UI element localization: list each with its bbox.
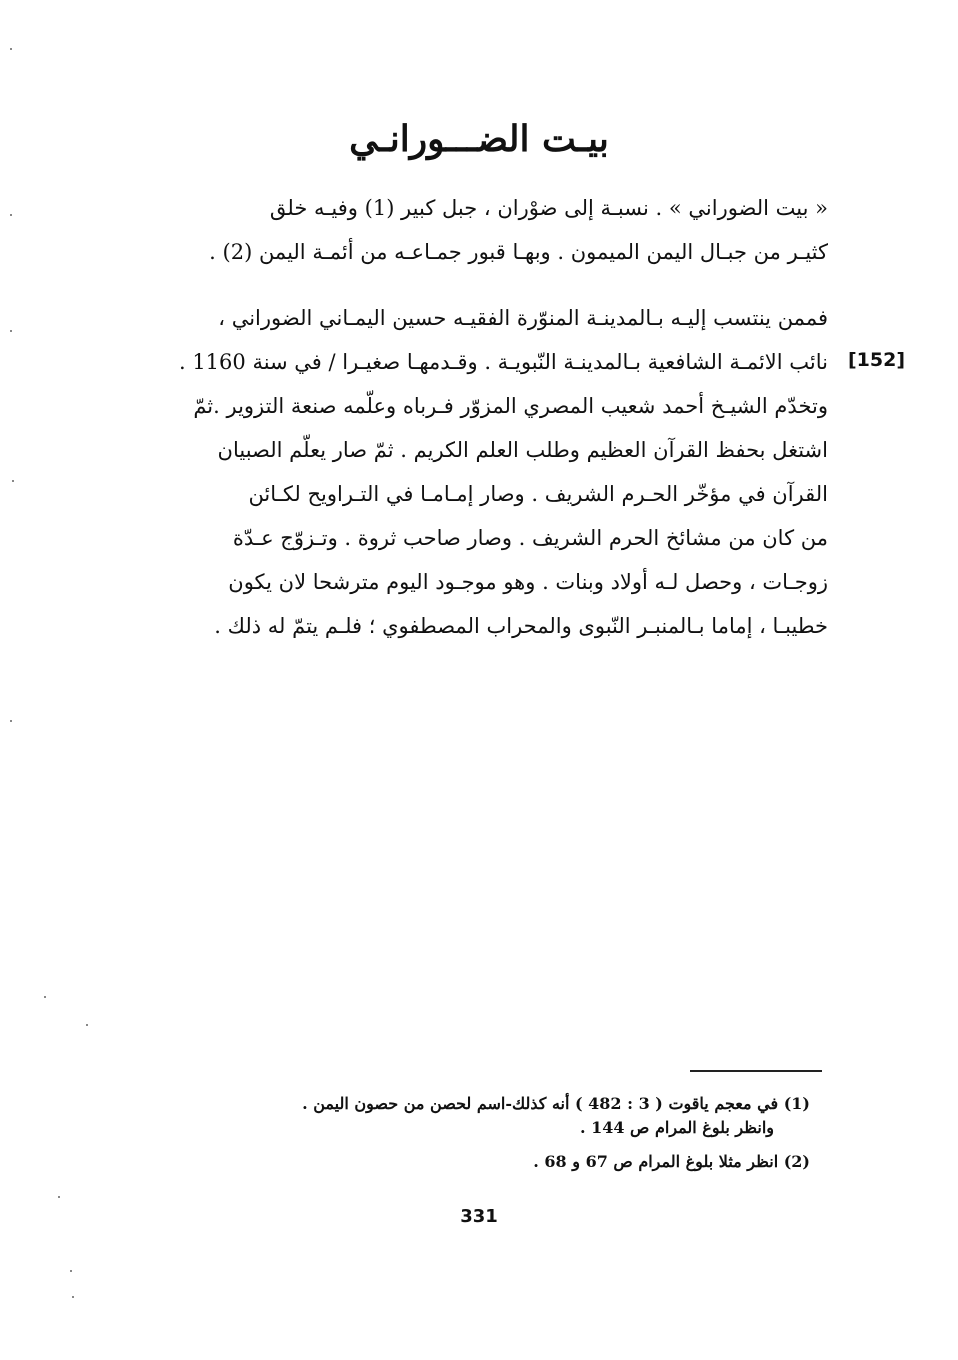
paragraph-line: القرآن في مؤخّر الحـرم الشريف . وصار إمـامـا في التـراويح لكـائن bbox=[248, 482, 828, 506]
paragraph-line: خطيبـا ، إماما بـالمنبـر النّبوى والمحراب المصطفوي ؛ فلـم يتمّ له ذلك . bbox=[214, 614, 828, 638]
scan-speck bbox=[10, 330, 12, 332]
paragraph-line: وتخدّم الشيـخ أحمد شعيب المصري المزوّر فـرباه وعلّمه صنعة التزوير .ثمّ bbox=[193, 394, 828, 418]
footnote-2: (2) انظر مثلا بلوغ المرام ص 67 و 68 . bbox=[533, 1152, 810, 1171]
scan-speck bbox=[10, 48, 12, 50]
scan-speck bbox=[70, 1270, 72, 1272]
footnotes bbox=[150, 1092, 810, 1174]
scan-speck bbox=[44, 996, 46, 998]
paragraph-line: كثيـر من جبـال اليمن الميمون . وبهـا قبور جمـاعـه من أئمـة اليمن (2) . bbox=[209, 240, 828, 264]
paragraph-line: اشتغل بحفظ القرآن العظيم وطلب العلم الكريم . ثمّ صار يعلّم الصبيان bbox=[217, 438, 828, 462]
margin-reference-number: [152] bbox=[848, 349, 906, 371]
footnote-1-continuation: وانظر بلوغ المرام ص 144 . bbox=[579, 1118, 774, 1137]
page-number: 331 bbox=[460, 1206, 498, 1227]
scan-speck bbox=[12, 480, 14, 482]
footnote-1: (1) في معجم ياقوت ( 3 : 482 ) أنه كذلك-اسم لحصن من حصون اليمن . bbox=[302, 1094, 810, 1113]
paragraph-line: من كان من مشائخ الحرم الشريف . وصار صاحب ثروة . وتـزوّج عـدّة bbox=[232, 526, 828, 550]
scan-speck bbox=[72, 1296, 74, 1298]
footnote-separator bbox=[690, 1070, 822, 1072]
intro-paragraph bbox=[160, 186, 828, 274]
scan-speck bbox=[10, 214, 12, 216]
paragraph-line: « بيت الضوراني » . نسبـة إلى ضوْران ، جبل كبير (1) وفيـه خلق bbox=[269, 196, 828, 220]
page-title: بيـت الضـــورانـي bbox=[349, 118, 609, 160]
scan-speck bbox=[58, 1196, 60, 1198]
scan-speck bbox=[86, 1024, 88, 1026]
scan-speck bbox=[10, 720, 12, 722]
paragraph-line: فممن ينتسب إليـه بـالمدينـة المنوّرة الفقيـه حسين اليمـاني الضوراني ، bbox=[218, 306, 828, 330]
paragraph-line: زوجـات ، وحصل لـه أولاد وبنات . وهو موجـود اليوم مترشحا لان يكون bbox=[228, 570, 828, 594]
paragraph-line: نائب الائمـة الشافعية بـالمدينـة النّبويـة . وقـدمهـا صغيـرا / في سنة 1160 . bbox=[178, 350, 828, 374]
biography-paragraph bbox=[160, 296, 828, 648]
